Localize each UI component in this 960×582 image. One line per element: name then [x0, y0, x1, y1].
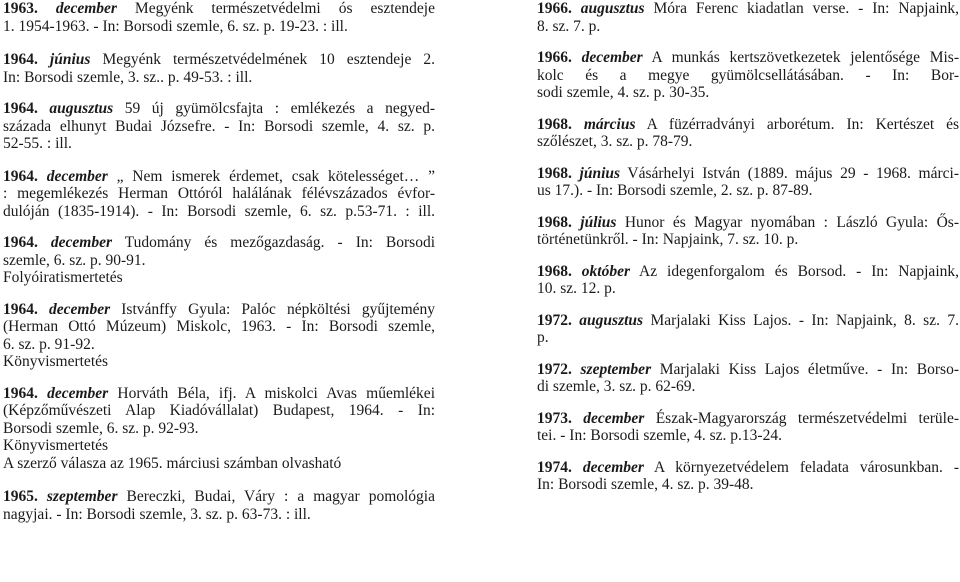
- entry-date: augusztus: [579, 311, 644, 329]
- entry-line: [537, 116, 959, 134]
- entry-text: Marjalaki Kiss Lajos életműve. - In: Borso-: [651, 360, 959, 378]
- entry-date: június: [579, 164, 621, 182]
- entry-line: [3, 385, 435, 403]
- entry-text: kolc és a megye gyümölcsellátásában. - In: Bor-: [537, 66, 959, 84]
- entry-text: Könyvismertetés: [3, 437, 109, 454]
- entry-text: Istvánffy Gyula: Palóc népköltési gyűjtemény: [110, 300, 435, 318]
- entry-line: [3, 185, 435, 203]
- bibliography-entry: [3, 234, 435, 287]
- bibliography-entry: [537, 312, 959, 347]
- entry-year: 1972.: [537, 311, 572, 329]
- entry-line: [537, 427, 959, 445]
- entry-line: [537, 378, 959, 396]
- entry-line: [3, 318, 435, 336]
- entry-year: 1966.: [537, 49, 572, 66]
- bibliography-entry: [537, 263, 959, 298]
- bibliography-entry: [537, 0, 959, 35]
- entry-year: 1965.: [3, 488, 38, 505]
- entry-year: 1968.: [537, 213, 572, 231]
- entry-date: december: [50, 234, 112, 251]
- entry-line: [3, 0, 435, 18]
- entry-text: Móra Ferenc kiadatlan verse. - In: Napjaink,: [644, 0, 960, 17]
- entry-date: szeptember: [580, 360, 652, 378]
- entry-line: [537, 231, 959, 249]
- entry-year: 1966.: [537, 0, 572, 17]
- entry-line: [3, 301, 435, 319]
- entry-text: történetünkről. - In: Napjaink, 7. sz. 10. p.: [537, 231, 799, 248]
- entry-year: 1964.: [3, 384, 38, 402]
- entry-line: [3, 437, 435, 455]
- entry-line: [537, 49, 959, 67]
- entry-year: 1964.: [3, 167, 38, 185]
- entry-date: december: [583, 409, 645, 427]
- entry-line: [537, 67, 959, 85]
- entry-text: us 17.). - In: Borsodi szemle, 2. sz. p. 87-89.: [537, 182, 813, 199]
- entry-line: [537, 459, 959, 477]
- entry-line: [3, 234, 435, 252]
- entry-text: sodi szemle, 4. sz. p. 30-35.: [537, 84, 710, 101]
- entry-text: Folyóiratismertetés: [3, 269, 123, 286]
- bibliography-entry: [537, 214, 959, 249]
- entry-date: október: [581, 262, 630, 280]
- entry-line: [3, 420, 435, 438]
- entry-line: [3, 336, 435, 354]
- entry-line: [3, 118, 435, 136]
- entry-text: In: Borsodi szemle, 3. sz.. p. 49-53. : ill.: [3, 68, 253, 86]
- entry-line: [3, 488, 435, 506]
- entry-text: Megyénk természetvédelmi ós esztendeje: [116, 0, 435, 17]
- entry-date: szeptember: [46, 488, 118, 505]
- entry-line: [537, 214, 959, 232]
- entry-text: nagyjai. - In: Borsodi szemle, 3. sz. p. 63-73. : ill.: [3, 505, 311, 523]
- entry-line: [3, 135, 435, 153]
- bibliography-entry: [3, 100, 435, 153]
- bibliography-entry: [3, 385, 435, 473]
- entry-text: szőlészet, 3. sz. p. 78-79.: [537, 133, 693, 150]
- entry-text: 52-55. : ill.: [3, 135, 72, 152]
- entry-line: [537, 329, 959, 347]
- entry-date: március: [583, 115, 636, 133]
- entry-text: 6. sz. p. 91-92.: [3, 335, 95, 353]
- entry-text: Vásárhelyi István (1889. május 29 - 1968. márci-: [620, 164, 959, 182]
- entry-line: [3, 203, 435, 221]
- entry-text: Könyvismertetés: [3, 353, 109, 370]
- bibliography-entry: [3, 0, 435, 35]
- entry-text: dulóján (1835-1914). - In: Borsodi szemle, 6. sz. p.53-71. : ill.: [3, 202, 435, 220]
- entry-date: december: [46, 167, 108, 185]
- entry-text: p.: [537, 329, 549, 346]
- entry-line: [3, 168, 435, 186]
- entry-text: Megyénk természetvédelmének 10 esztendeje 2.: [90, 51, 435, 68]
- entry-line: [537, 182, 959, 200]
- entry-year: 1968.: [537, 115, 572, 133]
- entry-text: Észak-Magyarország természetvédelmi terüle-: [644, 409, 959, 427]
- entry-year: 1963.: [3, 0, 38, 17]
- entry-text: Hunor és Magyar nyomában : László Gyula: Ős-: [616, 213, 960, 231]
- entry-text: A füzérradványi arborétum. In: Kertészet és: [635, 115, 959, 133]
- entry-text: A szerző válasza az 1965. márciusi számban olvasható: [3, 454, 342, 472]
- entry-line: [3, 100, 435, 118]
- entry-text: Az idegenforgalom és Borsod. - In: Napjaink,: [630, 262, 959, 280]
- entry-line: [537, 476, 959, 494]
- entry-year: 1972.: [537, 360, 572, 378]
- entry-year: 1964.: [3, 300, 38, 318]
- entry-line: [3, 18, 435, 36]
- bibliography-entry: [537, 116, 959, 151]
- entry-text: 10. sz. 12. p.: [537, 280, 616, 297]
- entry-date: december: [55, 0, 117, 17]
- entry-year: 1964.: [3, 100, 38, 117]
- entry-line: [537, 410, 959, 428]
- entry-line: [537, 165, 959, 183]
- entry-line: [537, 312, 959, 330]
- entry-text: In: Borsodi szemle, 4. sz. p. 39-48.: [537, 476, 754, 493]
- entry-year: 1964.: [3, 234, 38, 251]
- right-column: [537, 0, 959, 494]
- entry-date: december: [581, 49, 643, 66]
- bibliography-entry: [537, 410, 959, 445]
- entry-date: július: [580, 213, 617, 231]
- entry-date: június: [49, 51, 91, 68]
- entry-text: (Herman Ottó Múzeum) Miskolc, 1963. - In: Borsodi szemle,: [3, 318, 435, 335]
- entry-text: 8. sz. 7. p.: [537, 17, 601, 35]
- entry-line: [3, 506, 435, 524]
- entry-line: [537, 263, 959, 281]
- entry-year: 1968.: [537, 262, 572, 280]
- entry-line: [537, 0, 959, 18]
- entry-line: [3, 252, 435, 270]
- entry-text: A munkás kertszövetkezetek jelentősége Mis-: [642, 49, 959, 66]
- bibliography-entry: [537, 49, 959, 102]
- entry-line: [3, 69, 435, 87]
- entry-text: Bereczki, Budai, Váry : a magyar pomológia: [117, 488, 435, 505]
- entry-year: 1973.: [537, 409, 572, 427]
- bibliography-entry: [3, 168, 435, 221]
- entry-line: [537, 361, 959, 379]
- entry-year: 1968.: [537, 164, 572, 182]
- entry-text: 59 új gyümölcsfajta : emlékezés a negyed-: [113, 100, 436, 117]
- entry-year: 1974.: [537, 458, 572, 476]
- entry-text: A környezetvédelem feladata városunkban. -: [643, 458, 960, 476]
- entry-line: [537, 133, 959, 151]
- entry-text: 1. 1954-1963. - In: Borsodi szemle, 6. sz. p. 19-23. : ill.: [3, 17, 348, 35]
- bibliography-entry: [537, 459, 959, 494]
- entry-date: augusztus: [49, 100, 114, 117]
- entry-line: [3, 269, 435, 287]
- entry-line: [537, 18, 959, 36]
- entry-text: Tudomány és mezőgazdaság. - In: Borsodi: [112, 234, 436, 251]
- entry-line: [537, 280, 959, 298]
- entry-text: : megemlékezés Herman Ottóról halálának félévszázados évfor-: [3, 185, 435, 202]
- bibliography-entry: [3, 488, 435, 523]
- left-column: [3, 0, 435, 523]
- entry-line: [537, 84, 959, 102]
- entry-line: [3, 353, 435, 371]
- entry-text: Marjalaki Kiss Lajos. - In: Napjaink, 8. sz. 7.: [643, 311, 960, 329]
- entry-date: december: [582, 458, 644, 476]
- entry-date: december: [47, 384, 109, 402]
- entry-date: augusztus: [580, 0, 645, 17]
- entry-year: 1964.: [3, 51, 38, 68]
- entry-text: Borsodi szemle, 6. sz. p. 92-93.: [3, 419, 199, 437]
- entry-line: [3, 402, 435, 420]
- entry-text: (Képzőművészeti Alap Kiadóvállalat) Budapest, 1964. - In:: [3, 402, 435, 419]
- bibliography-entry: [537, 165, 959, 200]
- entry-text: Horváth Béla, ifj. A miskolci Avas műemlékei: [108, 384, 435, 402]
- entry-text: tei. - In: Borsodi szemle, 4. sz. p.13-24.: [537, 427, 782, 444]
- entry-date: december: [49, 300, 111, 318]
- bibliography-entry: [537, 361, 959, 396]
- entry-line: [3, 51, 435, 69]
- entry-line: [3, 455, 435, 473]
- entry-text: di szemle, 3. sz. p. 62-69.: [537, 378, 696, 395]
- bibliography-entry: [3, 51, 435, 86]
- entry-text: százada elhunyt Budai Józsefre. - In: Borsodi szemle, 4. sz. p.: [3, 117, 435, 135]
- entry-text: szemle, 6. sz. p. 90-91.: [3, 251, 146, 269]
- entry-text: „ Nem ismerek érdemet, csak kötelességet… ”: [107, 167, 435, 185]
- bibliography-entry: [3, 301, 435, 371]
